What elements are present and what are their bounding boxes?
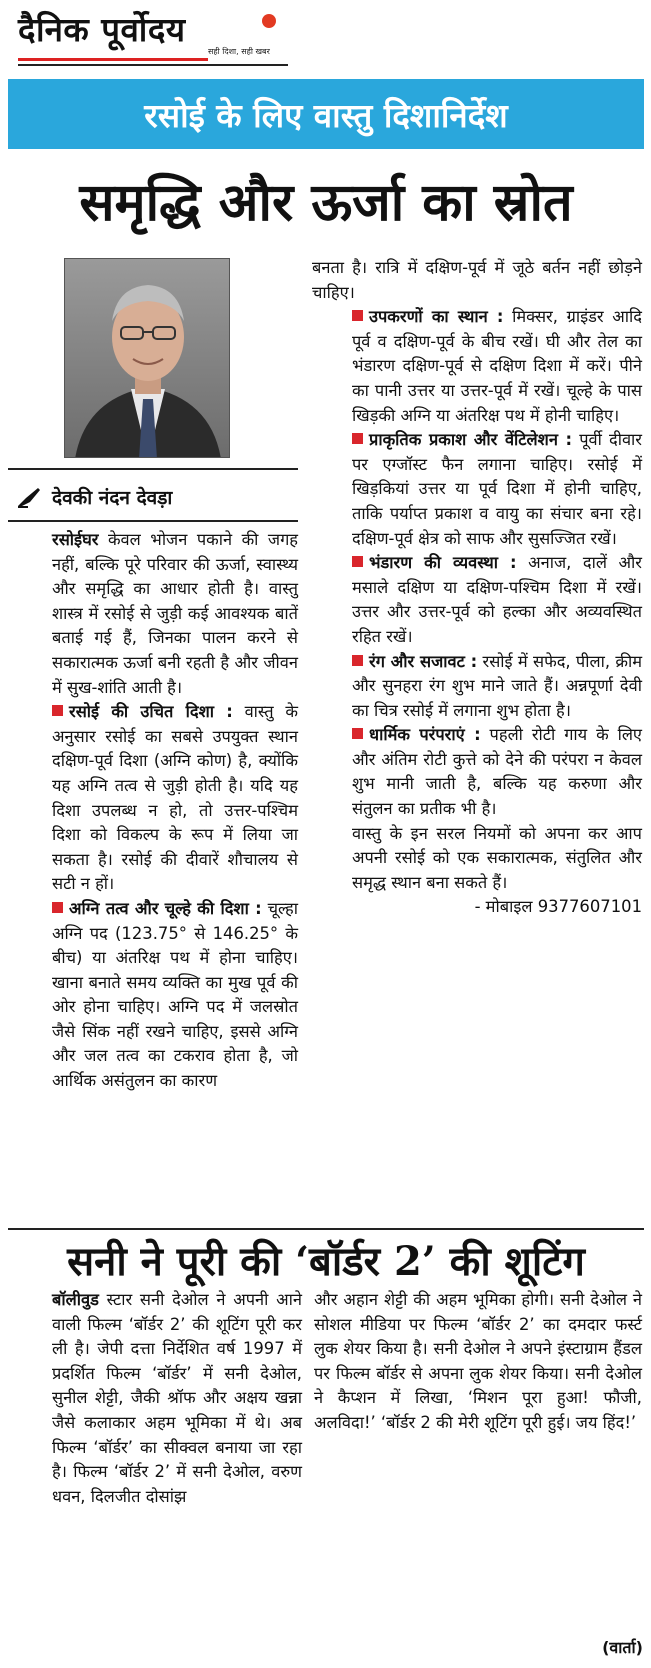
newspaper-tagline: सही दिशा, सही खबर: [208, 47, 270, 56]
story2-right-text: और अहान शेट्टी की अहम भूमिका होगी। सनी देओल ने सोशल मीडिया पर फिल्म ‘बॉर्डर 2’ का दमदार फर्स्ट लुक शेयर किया है। सनी देओल ने अपने इंस्टाग्राम हैंडल पर फिल्म बॉर्डर से अपना लुक शेयर किया। सनी देओल ने कैप्शन में लिखा, ‘मिशन पूरा हुआ! फौजी, अलविदा!’ ‘बॉर्डर 2 की मेरी शूटिंग पूरी हुई। जय हिंद!’: [314, 1290, 642, 1432]
story-divider: [8, 1228, 644, 1230]
intro-text: केवल भोजन पकाने की जगह नहीं, बल्कि पूरे परिवार की ऊर्जा, स्वास्थ्य और समृद्धि का आधार होती है। वास्तु शास्त्र में रसोई से जुड़ी कई आवश्यक बातें बताई गई हैं, जिनका पालन करने से सकारात्मक ऊर्जा बनी रहती है और जीवन में सुख-शांति आती है।: [52, 530, 298, 697]
story2-lead: बॉलीवुड: [52, 1290, 99, 1309]
logo-dot-icon: [262, 14, 276, 28]
section-text: पहली रोटी गाय के लिए और अंतिम रोटी कुत्ते को देने की परंपरा न केवल शुभ मानी जाती है, बल्कि यह करुणा और संतुलन का प्रतीक भी है।: [352, 725, 642, 819]
bullet-square-icon: [352, 556, 363, 567]
section-heading: धार्मिक परंपराएं :: [369, 725, 481, 745]
section-upkaran: [312, 305, 642, 428]
banner-title: रसोई के लिए वास्तु दिशानिर्देश: [144, 95, 508, 135]
section-text: पूर्वी दीवार पर एग्जॉस्ट फैन लगाना चाहिए। रसोई में खिड़कियां उत्तर या पूर्व दिशा में होनी चाहिए, ताकि पर्याप्त प्रकाश व वायु का संचार बना रहे। दक्षिण-पूर्व क्षेत्र को साफ और सुसज्जित रखें।: [352, 430, 643, 548]
section-heading: भंडारण की व्यवस्था :: [369, 553, 517, 573]
story2-left-paragraph: [12, 1288, 302, 1509]
section-heading: प्राकृतिक प्रकाश और वेंटिलेशन :: [369, 430, 573, 450]
article-left-column: [12, 528, 298, 1094]
story2-headline: सनी ने पूरी की ‘बॉर्डर 2’ की शूटिंग: [67, 1238, 585, 1285]
article-headline: समृद्धि और ऊर्जा का स्रोत: [79, 172, 573, 233]
section-heading: उपकरणों का स्थान :: [369, 307, 504, 327]
section-rasoi-disha: [12, 700, 298, 897]
quill-icon: [16, 486, 42, 508]
bullet-square-icon: [52, 705, 63, 716]
section-text: रसोई में सफेद, पीला, क्रीम और सुनहरा रंग शुभ माने जाते हैं। अन्नपूर्णा देवी का चित्र रसोई में लगाना शुभ होता है।: [352, 651, 642, 720]
section-prakash: [312, 428, 642, 551]
bullet-square-icon: [352, 310, 363, 321]
story2-right-column: [314, 1288, 642, 1436]
newspaper-name: दैनिक पूर्वोदय: [18, 10, 186, 49]
author-signoff: - मोबाइल 9377607101: [474, 897, 642, 917]
bullet-square-icon: [52, 902, 63, 913]
section-bhandaran: [312, 551, 642, 649]
section-heading: अग्नि तत्व और चूल्हे की दिशा :: [69, 898, 262, 918]
section-agni-tatva: [12, 897, 298, 1094]
story2-left-column: [12, 1288, 302, 1509]
section-banner: [8, 79, 644, 149]
section-text: वास्तु के अनुसार रसोई का सबसे उपयुक्त स्थान दक्षिण-पूर्व दिशा (अग्नि कोण) है, क्योंकि यह अग्नि तत्व से जुड़ी होती है। यदि यह दिशा उपलब्ध न हो, तो उत्तर-पश्चिम दिशा को विकल्प के रूप में लिया जा सकता है। रसोई की दीवारें शौचालय से सटी न हों।: [52, 702, 298, 894]
news-agency-credit: (वार्ता): [602, 1638, 643, 1657]
intro-lead: रसोईघर: [52, 530, 99, 549]
bullet-square-icon: [352, 655, 363, 666]
article-right-column: [312, 256, 642, 920]
byline: [16, 484, 172, 510]
masthead: [0, 0, 651, 78]
closing-paragraph: वास्तु के इन सरल नियमों को अपना कर आप अपनी रसोई को एक सकारात्मक, संतुलित और समृद्ध स्थान बना सकते हैं।: [352, 823, 642, 892]
section-heading: रसोई की उचित दिशा :: [69, 702, 233, 722]
author-photo: [64, 258, 230, 458]
continuation-text: बनता है। रात्रि में दक्षिण-पूर्व में जूठे बर्तन नहीं छोड़ने चाहिए।: [312, 258, 642, 302]
masthead-red-rule: [18, 58, 208, 61]
section-parampara: [312, 723, 642, 821]
section-text: अनाज, दालें और मसाले दक्षिण या दक्षिण-पश्चिम दिशा में रखें। उत्तर और उत्तर-पूर्व को हल्का और अव्यवस्थित रहित रखें।: [352, 553, 642, 646]
intro-paragraph: [12, 528, 298, 700]
author-name: देवकी नंदन देवड़ा: [52, 487, 173, 509]
section-heading: रंग और सजावट :: [369, 651, 478, 671]
bullet-square-icon: [352, 433, 363, 444]
story2-left-text: स्टार सनी देओल ने अपनी आने वाली फिल्म ‘बॉर्डर 2’ की शूटिंग पूरी कर ली है। जेपी दत्ता निर्देशित वर्ष 1997 में प्रदर्शित फिल्म ‘बॉर्डर’ में सनी देओल, सुनील शेट्टी, जैकी श्रॉफ और अक्षय खन्ना जैसे कलाकार अहम भूमिका में थे। अब फिल्म ‘बॉर्डर’ का सीक्वल बनाया जा रहा है। फिल्म ‘बॉर्डर 2’ में सनी देओल, वरुण धवन, दिलजीत दोसांझ: [52, 1290, 302, 1506]
author-portrait-icon: [65, 259, 230, 458]
section-rang: [312, 650, 642, 724]
byline-rule-bottom: [8, 520, 298, 522]
section-text: मिक्सर, ग्राइंडर आदि पूर्व व दक्षिण-पूर्व के बीच रखें। घी और तेल का भंडारण दक्षिण-पूर्व से दक्षिण दिशा में करें। पीने का पानी उत्तर या उत्तर-पूर्व में रखें। चूल्हे के पास खिड़की अग्नि या अंतरिक्ष पथ में होनी चाहिए।: [352, 307, 642, 425]
masthead-rule: [18, 64, 288, 66]
bullet-square-icon: [352, 728, 363, 739]
byline-rule-top: [8, 468, 298, 470]
section-text: चूल्हा अग्नि पद (123.75° से 146.25° के बीच) या अंतरिक्ष पथ में होना चाहिए। खाना बनाते समय व्यक्ति का मुख पूर्व की ओर होना चाहिए। अग्नि पद में जलस्रोत जैसे सिंक नहीं रखने चाहिए, इससे अग्नि और जल तत्व का टकराव होता है, जो आर्थिक असंतुलन का कारण: [52, 898, 298, 1091]
